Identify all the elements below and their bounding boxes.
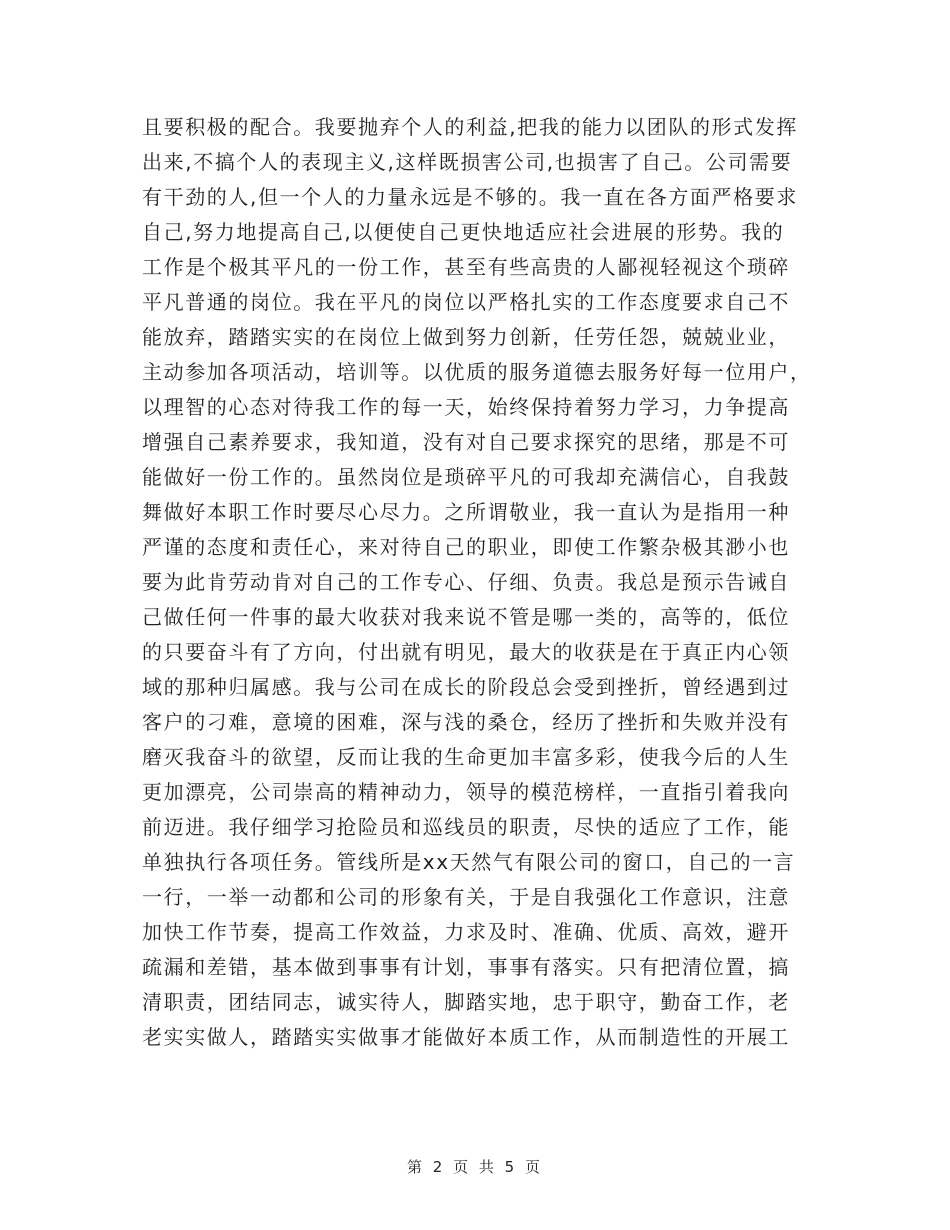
text-line: 舞做好本职工作时要尽心尽力。之所谓敬业，我一直认为是指用一种 (142, 500, 790, 524)
text-line: 能做好一份工作的。虽然岗位是琐碎平凡的可我却充满信心，自我鼓 (142, 465, 790, 489)
text-line: 以理智的心态对待我工作的每一天，始终保持着努力学习，力争提高 (142, 395, 790, 419)
text-line: 一行，一举一动都和公司的形象有关，于是自我强化工作意识，注意 (142, 885, 790, 909)
text-line: 严谨的态度和责任心，来对待自己的职业，即使工作繁杂极其渺小也 (142, 535, 790, 559)
text-line: 自己,努力地提高自己,以便使自己更快地适应社会进展的形势。我的 (142, 220, 785, 244)
text-line: 主动参加各项活动，培训等。以优质的服务道德去服务好每一位用户， (142, 360, 812, 384)
page-number-footer: 第 2 页 共 5 页 (407, 1158, 543, 1176)
text-line: 己做任何一件事的最大收获对我来说不管是哪一类的，高等的，低位 (142, 605, 790, 629)
text-line: 要为此肯劳动肯对自己的工作专心、仔细、负责。我总是预示告诫自 (142, 570, 790, 594)
text-line: 的只要奋斗有了方向，付出就有明见，最大的收获是在于真正内心领 (142, 640, 790, 664)
text-line: 域的那种归属感。我与公司在成长的阶段总会受到挫折，曾经遇到过 (142, 675, 790, 699)
text-line: 平凡普通的岗位。我在平凡的岗位以严格扎实的工作态度要求自己不 (142, 290, 790, 314)
body-text (142, 110, 822, 1055)
text-line: 前迈进。我仔细学习抢险员和巡线员的职责，尽快的适应了工作，能 (142, 815, 790, 839)
text-line: 加快工作节奏，提高工作效益，力求及时、准确、优质、高效，避开 (142, 920, 790, 944)
text-line: 老实实做人，踏踏实实做事才能做好本质工作，从而制造性的开展工 (142, 1025, 790, 1049)
text-line: 出来,不搞个人的表现主义,这样既损害公司,也损害了自己。公司需要 (142, 150, 793, 174)
text-line: 工作是个极其平凡的一份工作，甚至有些高贵的人鄙视轻视这个琐碎 (142, 255, 790, 279)
text-line: 更加漂亮，公司崇高的精神动力，领导的模范榜样，一直指引着我向 (142, 780, 790, 804)
text-line: 清职责，团结同志，诚实待人，脚踏实地，忠于职守，勤奋工作，老 (142, 990, 790, 1014)
text-line: 增强自己素养要求，我知道，没有对自己要求探究的思绪，那是不可 (142, 430, 790, 454)
text-line: 疏漏和差错，基本做到事事有计划，事事有落实。只有把清位置，搞 (142, 955, 790, 979)
text-line: 有干劲的人,但一个人的力量永远是不够的。我一直在各方面严格要求 (142, 185, 798, 209)
text-line: 单独执行各项任务。管线所是xx天然气有限公司的窗口，自己的一言 (142, 850, 796, 874)
text-line: 客户的刁难，意境的困难，深与浅的桑仓，经历了挫折和失败并没有 (142, 710, 790, 734)
text-line: 磨灭我奋斗的欲望，反而让我的生命更加丰富多彩，使我今后的人生 (142, 745, 790, 769)
text-line: 能放弃，踏踏实实的在岗位上做到努力创新，任劳任怨，兢兢业业， (142, 325, 790, 349)
text-line: 且要积极的配合。我要抛弃个人的利益,把我的能力以团队的形式发挥 (142, 115, 798, 139)
